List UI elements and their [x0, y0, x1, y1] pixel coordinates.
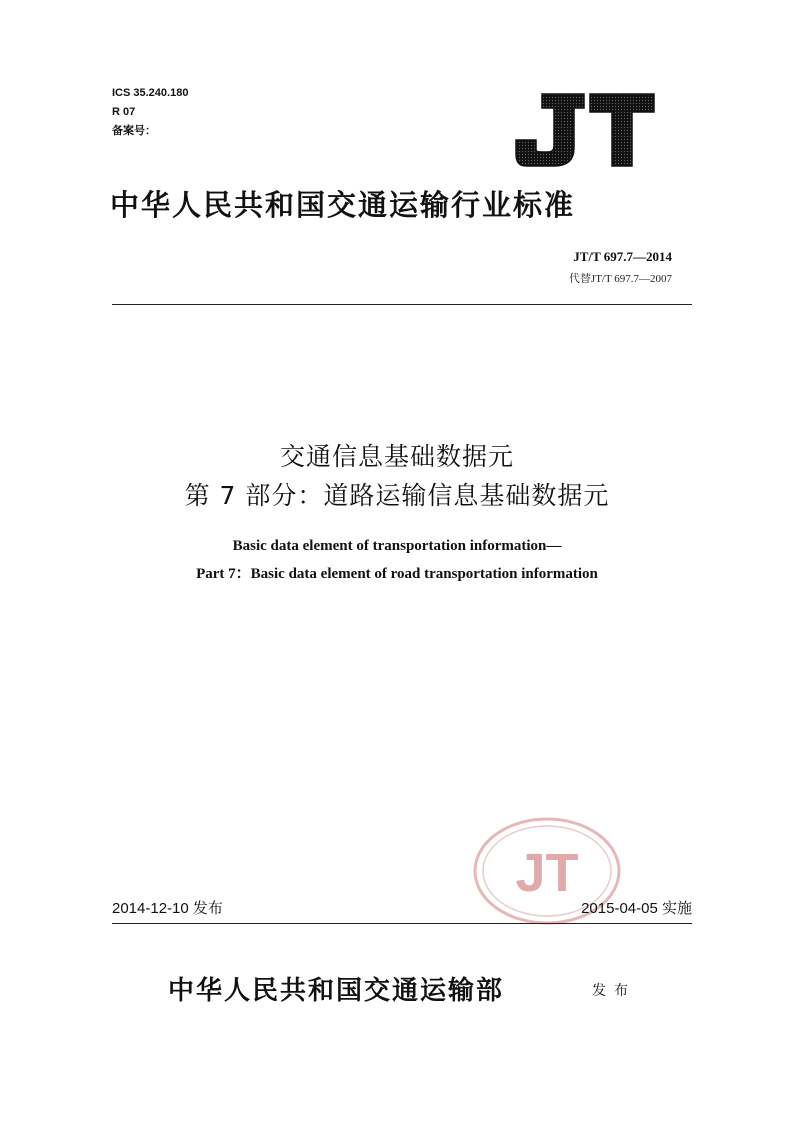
effective-date: 2015-04-05 实施 [581, 900, 692, 917]
standard-number: JT/T 697.7—2014 [573, 249, 672, 264]
svg-text:JT: JT [515, 843, 579, 903]
title-en-line2: Part 7：Basic data element of road transportation information [196, 566, 598, 582]
jt-logo-icon [512, 90, 658, 170]
header-divider [112, 304, 692, 305]
classification-code: R 07 [112, 106, 136, 118]
footer-divider [112, 923, 692, 924]
issue-date: 2014-12-10 发布 [112, 900, 223, 917]
title-cn-line1: 交通信息基础数据元 [279, 442, 514, 471]
ics-code: ICS 35.240.180 [112, 87, 189, 99]
publish-label: 发布 [592, 983, 636, 999]
agency-title: 中华人民共和国交通运输行业标准 [110, 188, 576, 222]
title-en-line1: Basic data element of transportation information— [232, 538, 562, 554]
publisher-name: 中华人民共和国交通运输部 [168, 976, 505, 1006]
replaced-standard: 代替JT/T 697.7—2007 [568, 273, 672, 285]
filing-number-label: 备案号： [112, 124, 156, 137]
title-cn-line2: 第 7 部分：道路运输信息基础数据元 [184, 481, 610, 510]
